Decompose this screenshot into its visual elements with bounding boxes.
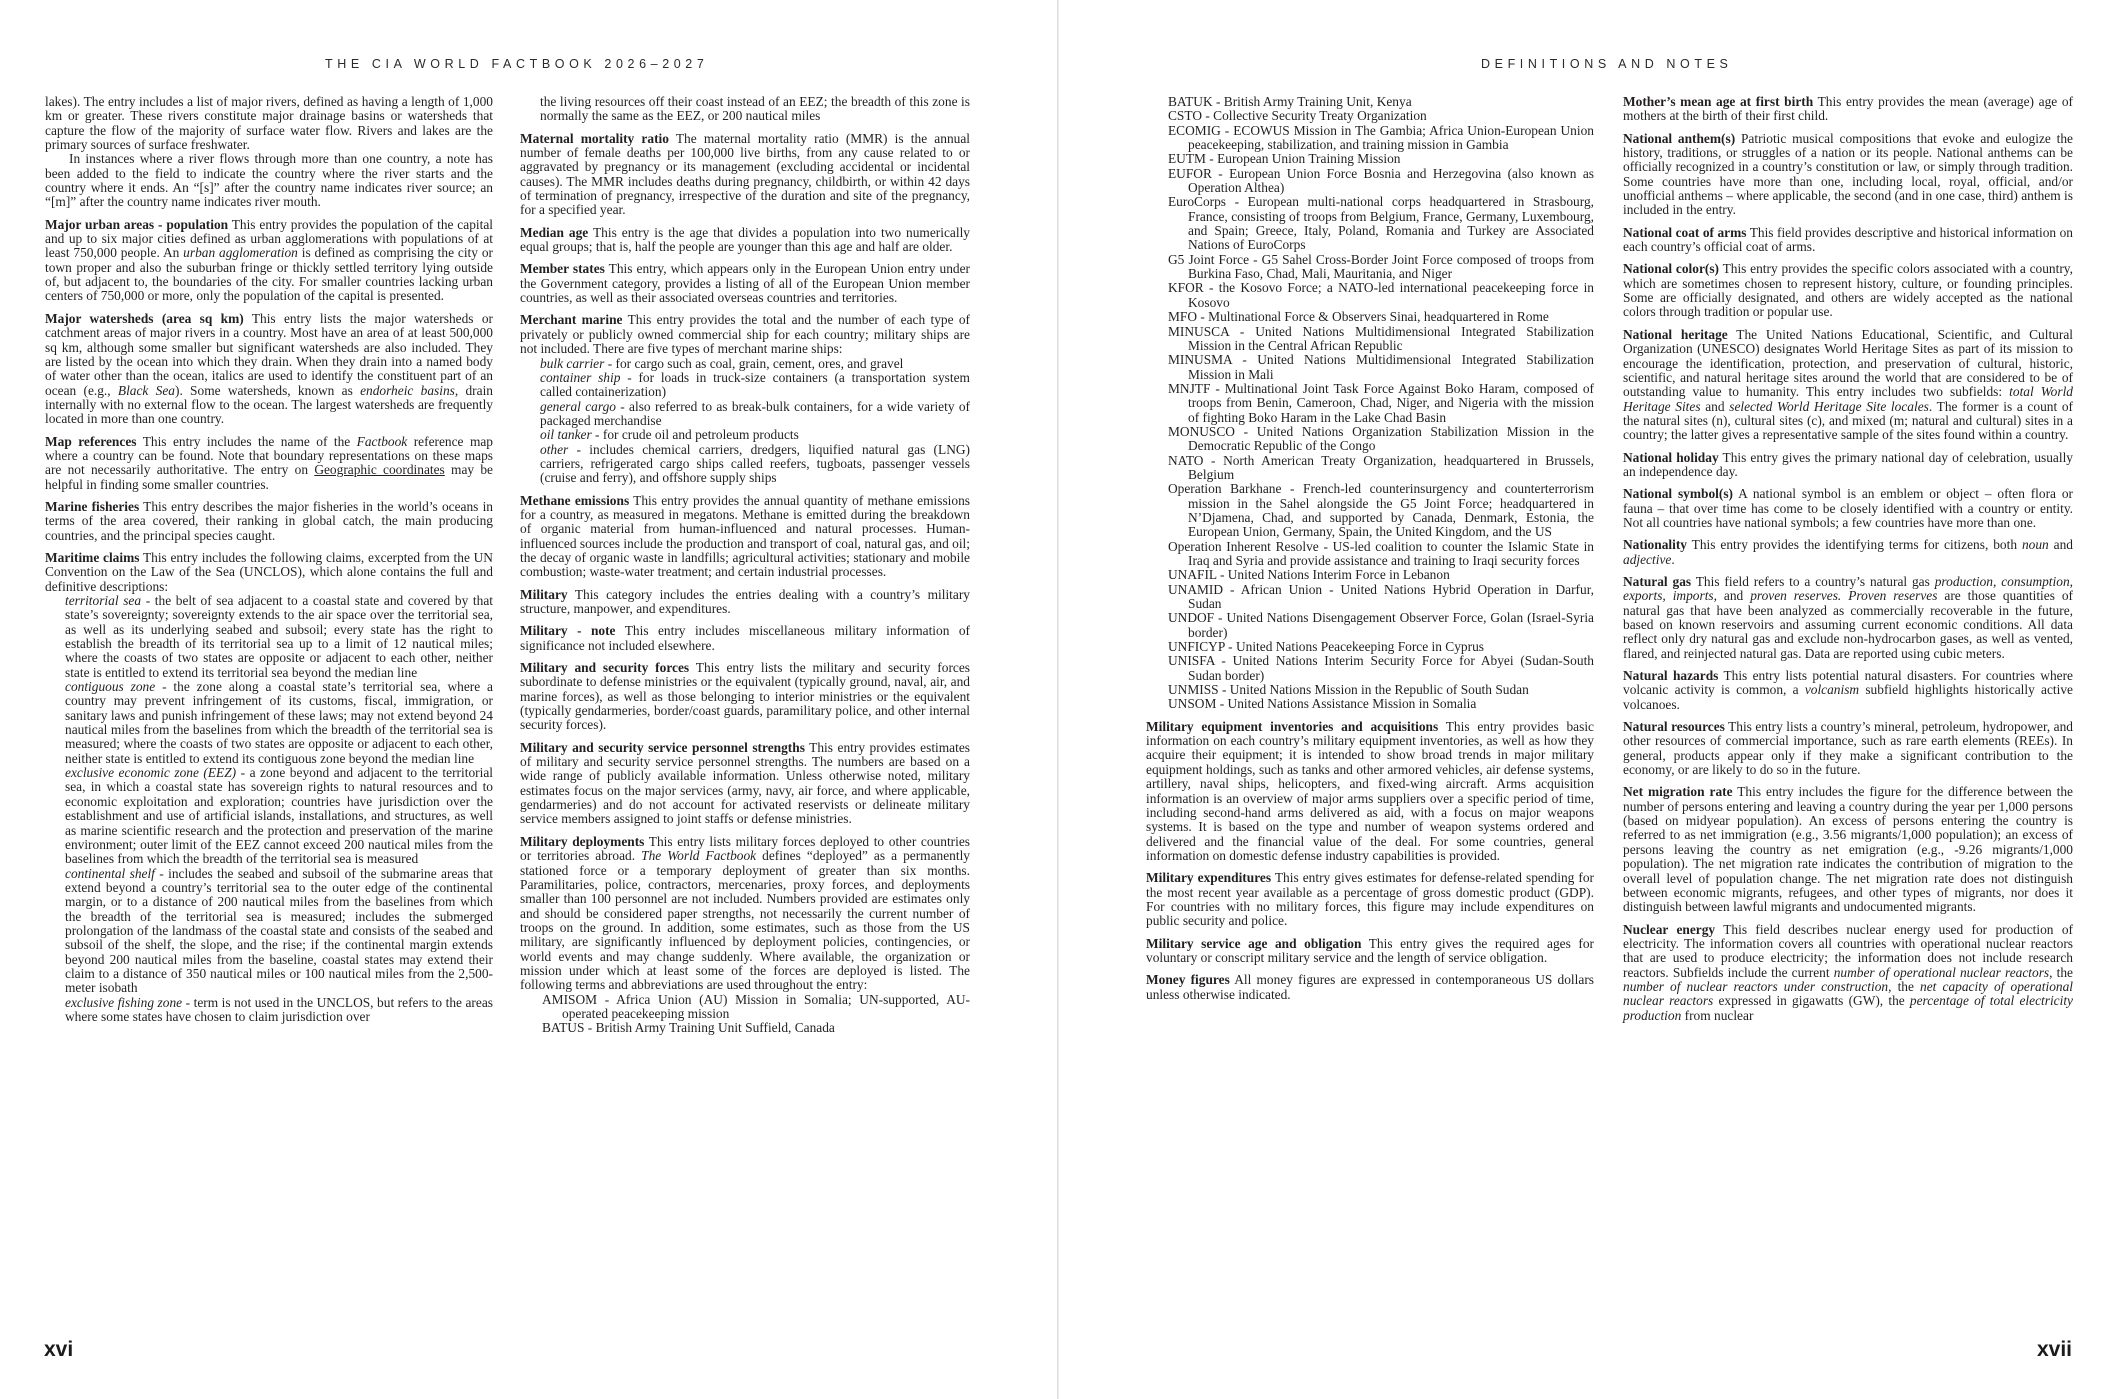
paragraph-fishing-zone-continued: the living resources off their coast instead of an EEZ; the breadth of this zone is normally the same as the EEZ, or 200 nautical miles xyxy=(540,94,970,124)
ship-types-list xyxy=(540,357,970,486)
entry-mothers-mean-age: Mother’s mean age at first birth This entry provides the mean (average) age of mothers at the birth of their first child. xyxy=(1623,94,2073,124)
term-methane-emissions: Methane emissions xyxy=(520,492,630,508)
list-item: Operation Inherent Resolve - US-led coalition to counter the Islamic State in Iraq and Syria and provide assistance and training to Iraqi security forces xyxy=(1168,538,1594,568)
column-4 xyxy=(1623,95,2073,1031)
entry-national-heritage: National heritage The United Nations Educational, Scientific, and Cultural Organization (UNESCO) designates World Heritage Sites as part of its mission to encourage the identification, protection, and preservation of cultural, historic, scientific, and natural heritage sites around the world that are considered to be of outstanding value to humanity. This entry includes two subfields: total World Heritage Sites and selected World Heritage Site locales. The former is a count of the natural sites (n), cultural sites (c), and mixed (m; natural and cultural) sites in a country; the latter gives a representative sample of the sites found within a country. xyxy=(1623,326,2073,443)
entry-nationality: Nationality This entry provides the identifying terms for citizens, both noun and adjective. xyxy=(1623,537,2073,567)
list-item: territorial sea - the belt of sea adjacent to a coastal state and covered by that state’s sovereignty; sovereignty extends to the air space over the territorial sea, as well as its underlying seabed and subsoil; every state has the right to establish the breadth of its territorial sea up to a limit of 12 nautical miles; where the coasts of two states are opposite or adjacent to each other, neither state is entitled to extend its territorial sea beyond the median line xyxy=(65,593,493,680)
paragraph-rivers-note: In instances where a river flows through more than one country, a note has been added to the field to indicate the country where the river starts and the country where it ends. An “[s]” after the country name indicates river source; an “[m]” after the country name indicates river mouth. xyxy=(45,151,493,210)
list-item: AMISOM - Africa Union (AU) Mission in Somalia; UN-supported, AU-operated peacekeeping mission xyxy=(542,991,970,1021)
column-3 xyxy=(1146,95,1594,1010)
term-nationality: Nationality xyxy=(1623,537,1687,553)
entry-military-service-age: Military service age and obligation This entry gives the required ages for voluntary or conscript military service and the length of service obligation. xyxy=(1146,935,1594,965)
list-item: MNJTF - Multinational Joint Task Force Against Boko Haram, composed of troops from Benin, Cameroon, Chad, Niger, and Nigeria with the mission of fighting Boko Haram in the Lake Chad Basin xyxy=(1168,380,1594,425)
entry-merchant-marine: Merchant marine This entry provides the total and the number of each type of privately or publicly owned commercial ship for each country; military ships are not included. There are five types of merchant marine ships: bulk carrier - for cargo such as coal, grain, cement, ores, and gravel container ship - for loads in truck-size containers (a transportation system called containerization) general cargo - also referred to as break-bulk containers, for a wide variety of packaged merchandise oil tanker - for crude oil and petroleum products other - includes chemical carriers, dredgers, liquified natural gas (LNG) carriers, refrigerated cargo ships called reefers, tugboats, passenger vessels (cruise and ferry), and offshore supply ships xyxy=(520,312,971,486)
maritime-claims-list xyxy=(65,594,493,1024)
entry-money-figures: Money figures All money figures are expressed in contemporaneous US dollars unless otherwise indicated. xyxy=(1146,972,1594,1002)
term-maternal-mortality: Maternal mortality ratio xyxy=(520,130,669,146)
entry-military-security-forces: Military and security forces This entry lists the military and security forces subordinate to defense ministries or the equivalent (typically ground, naval, air, and marine forces), as well as those belonging to interior ministries or the equivalent (typically gendarmeries, border/coast guards, paramilitary police, and other internal security forces). xyxy=(520,660,970,733)
term-military-security-forces: Military and security forces xyxy=(520,660,690,676)
list-item: Operation Barkhane - French-led counterinsurgency and counterterrorism mission in the Sahel alongside the G5 Joint Force; headquartered in N’Djamena, Chad, and supported by Canada, Denmark, Estonia, the European Union, Germany, Spain, the United Kingdom, and the US xyxy=(1168,481,1594,540)
term-natural-resources: Natural resources xyxy=(1623,719,1725,735)
list-item: BATUK - British Army Training Unit, Kenya xyxy=(1168,94,1412,109)
page-number-right: xvii xyxy=(2036,1338,2072,1361)
list-item: other - includes chemical carriers, dredgers, liquified natural gas (LNG) carriers, refrigerated cargo ships called reefers, tugboats, passenger vessels (cruise and ferry), and offshore supply ships xyxy=(540,441,970,486)
term-national-heritage: National heritage xyxy=(1623,326,1728,342)
term-military-equipment: Military equipment inventories and acquisitions xyxy=(1146,718,1439,734)
list-item: BATUS - British Army Training Unit Suffield, Canada xyxy=(542,1020,835,1036)
list-item: UNDOF - United Nations Disengagement Observer Force, Golan (Israel-Syria border) xyxy=(1168,610,1594,640)
list-item: UNMISS - United Nations Mission in the Republic of South Sudan xyxy=(1168,682,1529,698)
term-national-symbols: National symbol(s) xyxy=(1623,486,1733,502)
term-major-urban-areas: Major urban areas - population xyxy=(45,216,229,232)
entry-major-urban-areas: Major urban areas - population This entry provides the population of the capital and up to six major cities defined as urban agglomerations with populations of at least 750,000 people. An urban agglomeration is defined as comprising the city or town proper and also the suburban fringe or thickly settled territory lying outside of, but adjacent to, the boundaries of the city. For smaller countries lacking urban centers of 750,000 or more, only the population of the capital is presented. xyxy=(45,216,493,304)
term-mothers-mean-age: Mother’s mean age at first birth xyxy=(1623,94,1814,109)
entry-maternal-mortality: Maternal mortality ratio The maternal mortality ratio (MMR) is the annual number of female deaths per 100,000 live births, from any cause related to or aggravated by pregnancy or its management (excluding accidental or incidental causes). The MMR includes deaths during pregnancy, childbirth, or within 42 days of termination of pregnancy, irrespective of the duration and site of the pregnancy, for a specified year. xyxy=(520,130,971,218)
link-geographic-coordinates[interactable]: Geographic coordinates xyxy=(314,462,445,478)
list-item: bulk carrier - for cargo such as coal, grain, cement, ores, and gravel xyxy=(540,355,904,371)
term-merchant-marine: Merchant marine xyxy=(520,312,623,328)
list-item: continental shelf - includes the seabed and subsoil of the submarine areas that extend beyond a country’s territorial sea to the outer edge of the continental margin, or to a distance of 200 nautical miles from the baselines from which the breadth of the territorial sea is measured; includes the submerged prolongation of the landmass of the coastal state and consists of the seabed and subsoil of the shelf, the slope, and the rise; if the continental margin extends beyond 200 nautical miles from the baseline, coastal states may extend their claim to a distance of 350 nautical miles or 100 nautical miles from the 2,500-meter isobath xyxy=(65,865,493,996)
list-item: UNFICYP - United Nations Peacekeeping Force in Cyprus xyxy=(1168,639,1484,655)
list-item: G5 Joint Force - G5 Sahel Cross-Border Joint Force composed of troops from Burkina Faso, Chad, Mali, Mauritania, and Niger xyxy=(1168,251,1594,282)
entry-natural-resources: Natural resources This entry lists a country’s mineral, petroleum, hydropower, and other resources of commercial importance, such as rare earth elements (REEs). In general, products appear only if they make a significant contribution to the economy, or are likely to do so in the future. xyxy=(1623,719,2073,778)
entry-median-age: Median age This entry is the age that divides a population into two numerically equal groups; that is, half the people are younger than this age and half are older. xyxy=(520,224,970,255)
list-item: MINUSMA - United Nations Multidimensional Integrated Stabilization Mission in Mali xyxy=(1168,352,1594,382)
deployment-abbreviations-list xyxy=(542,993,970,1036)
entry-natural-gas: Natural gas This field refers to a country’s natural gas production, consumption, exports, imports, and proven reserves. Proven reserves are those quantities of natural gas that have been analyzed as commercially recoverable in the future, based on known reservoirs and assuming current economic conditions. All data reflect only dry natural gas and exclude non-hydrocarbon gases, as well as vented, flared, and reinjected natural gas. Data are reported using cubic meters. xyxy=(1623,573,2073,661)
entry-military-personnel-strengths: Military and security service personnel strengths This entry provides estimates of military and security service personnel strengths. The numbers are based on a wide range of publicly available information. Unless otherwise noted, military estimates focus on the major services (army, navy, air force, and where applicable, gendarmeries) and do not account for activated reservists or delineate military service members assigned to joint staffs or defense ministries. xyxy=(520,739,970,827)
term-natural-gas: Natural gas xyxy=(1623,573,1692,589)
term-money-figures: Money figures xyxy=(1146,972,1230,988)
term-military-deployments: Military deployments xyxy=(520,833,645,849)
entry-national-coat-of-arms: National coat of arms This field provides descriptive and historical information on each country’s official coat of arms. xyxy=(1623,224,2073,255)
term-median-age: Median age xyxy=(520,224,589,240)
term-military-expenditures: Military expenditures xyxy=(1146,870,1272,886)
column-1 xyxy=(45,95,493,1032)
term-marine-fisheries: Marine fisheries xyxy=(45,498,140,514)
list-item: oil tanker - for crude oil and petroleum products xyxy=(540,427,799,443)
running-head-right: DEFINITIONS AND NOTES xyxy=(1481,57,1733,71)
list-item: KFOR - the Kosovo Force; a NATO-led international peacekeeping force in Kosovo xyxy=(1168,280,1594,310)
list-item: UNSOM - United Nations Assistance Mission in Somalia xyxy=(1168,696,1477,712)
list-item: EUFOR - European Union Force Bosnia and Herzegovina (also known as Operation Althea) xyxy=(1168,165,1594,196)
list-item: container ship - for loads in truck-size containers (a transportation system called containerization) xyxy=(540,369,970,400)
list-item: EUTM - European Union Training Mission xyxy=(1168,151,1401,167)
running-head-left: THE CIA WORLD FACTBOOK 2026–2027 xyxy=(325,57,709,71)
list-item: MFO - Multinational Force & Observers Sinai, headquartered in Rome xyxy=(1168,309,1549,325)
entry-military: Military This category includes the entries dealing with a country’s military structure, manpower, and expenditures. xyxy=(520,586,970,616)
entry-national-colors: National color(s) This entry provides the specific colors associated with a country, which are sometimes chosen to represent history, culture, or founding principles. Some are officially designated, and others are widely accepted as the national colors through tradition or popular use. xyxy=(1623,261,2073,320)
list-item: exclusive fishing zone - term is not used in the UNCLOS, but refers to the areas where some states have chosen to claim jurisdiction over xyxy=(65,994,493,1024)
right-page xyxy=(1059,0,2118,1399)
list-item: general cargo - also referred to as break-bulk containers, for a wide variety of packaged merchandise xyxy=(540,398,970,428)
entry-nuclear-energy: Nuclear energy This field describes nuclear energy used for production of electricity. The information covers all countries with operational nuclear reactors that are used to produce electricity; the information does not include research reactors. Subfields include the current number of operational nuclear reactors, the number of nuclear reactors under construction, the net capacity of operational nuclear reactors expressed in gigawatts (GW), the percentage of total electricity production from nuclear xyxy=(1623,921,2074,1023)
list-item: UNISFA - United Nations Interim Security Force for Abyei (Sudan-South Sudan border) xyxy=(1168,653,1594,683)
entry-marine-fisheries: Marine fisheries This entry describes the major fisheries in the world’s oceans in terms of the area covered, their ranking in global catch, the main producing countries, and the principal species caught. xyxy=(45,498,493,543)
deployment-abbreviations-list-continued xyxy=(1168,95,1594,712)
list-item: contiguous zone - the zone along a coastal state’s territorial sea, where a country may prevent infringement of its customs, fiscal, immigration, or sanitary laws and punish infringement of these laws; may not extend beyond 24 nautical miles from the baselines from which the breadth of the territorial sea is measured; where the coasts of two states are opposite or adjacent to each other, neither state is entitled to extend its contiguous zone beyond the median line xyxy=(65,679,493,766)
entry-military-expenditures: Military expenditures This entry gives estimates for defense-related spending for the most recent year available as a percentage of gross domestic product (GDP). For countries with no military forces, this figure may include expenditures on public security and police. xyxy=(1146,870,1594,929)
list-item: UNAFIL - United Nations Interim Force in Lebanon xyxy=(1168,567,1450,583)
entry-member-states: Member states This entry, which appears only in the European Union entry under the Government category, provides a listing of all of the European Union member countries, as well as their associated overseas countries and territories. xyxy=(520,261,970,306)
term-national-holiday: National holiday xyxy=(1623,449,1719,465)
entry-net-migration-rate: Net migration rate This entry includes the figure for the difference between the number of persons entering and leaving a country during the year per 1,000 persons (based on midyear population). An excess of persons entering the country is referred to as net immigration (e.g., 3.56 migrants/1,000 population); an excess of persons leaving the country as net emigration (e.g., -9.26 migrants/1,000 population). The net migration rate indicates the contribution of migration to the overall level of population change. The net migration rate does not distinguish between economic migrants, refugees, and other types of migrants, nor does it distinguish between lawful migrants and undocumented migrants. xyxy=(1623,784,2073,915)
entry-methane-emissions: Methane emissions This entry provides the annual quantity of methane emissions for a country, as measured in megatons. Methane is emitted during the breakdown of organic material from human-influenced and natural processes. Human-influenced sources include the production and transport of coal, natural gas, and oil; the decay of organic waste in landfills; agricultural activities; stationary and mobile combustion; waste-water treatment; and certain industrial processes. xyxy=(520,492,970,580)
term-maritime-claims: Maritime claims xyxy=(45,549,140,565)
list-item: MONUSCO - United Nations Organization Stabilization Mission in the Democratic Republic of the Congo xyxy=(1168,423,1594,454)
page-number-left: xvi xyxy=(44,1338,74,1361)
term-natural-hazards: Natural hazards xyxy=(1623,668,1719,684)
entry-military-equipment: Military equipment inventories and acquisitions This entry provides basic information on each country’s military equipment inventories, as well as how they acquire their equipment; it is intended to show broad trends in major military equipment holdings, such as tanks and other armored vehicles, air defense systems, artillery, naval ships, helicopters, and fixed-wing aircraft. Arms acquisition information is an overview of major arms suppliers over a specific period of time, including second-hand arms delivered as aid, with a focus on major weapons systems. It is based on the type and number of weapon systems ordered and delivered and the financial value of the deal. For some countries, general information on domestic defense industry capabilities is provided. xyxy=(1146,718,1594,863)
term-net-migration-rate: Net migration rate xyxy=(1623,784,1733,800)
entry-map-references: Map references This entry includes the name of the Factbook reference map where a country can be found. Note that boundary representations on these maps are not necessarily authoritative. The entry on Geographic coordinates may be helpful in finding some smaller countries. xyxy=(45,433,493,492)
term-major-watersheds: Major watersheds (area sq km) xyxy=(45,310,244,326)
term-national-coat-of-arms: National coat of arms xyxy=(1623,224,1747,240)
list-item: exclusive economic zone (EEZ) - a zone beyond and adjacent to the territorial sea, in which a coastal state has sovereign rights to natural resources and to economic exploitation and exploration; countries have jurisdiction over the establishment and use of artificial islands, installations, and structures, as well as marine scientific research and the protection and preservation of the marine environment; outer limit of the EEZ cannot exceed 200 nautical miles from the baselines from which the breadth of the territorial sea is measured xyxy=(65,765,493,867)
term-nuclear-energy: Nuclear energy xyxy=(1623,921,1716,937)
term-national-anthem: National anthem(s) xyxy=(1623,130,1736,146)
entry-major-watersheds: Major watersheds (area sq km) This entry lists the major watersheds or catchment areas of major rivers in a country. Most have an area of at least 500,000 sq km, although some smaller but significant watersheds are also included. They are listed by the ocean into which they drain. When they drain into a named body of water other than the ocean, italics are used to identify the constituent part of an ocean (e.g., Black Sea). Some watersheds, known as endorheic basins, drain internally with no external flow to the ocean. The largest watersheds are frequently located in more than one country. xyxy=(45,310,493,427)
term-military-personnel-strengths: Military and security service personnel strengths xyxy=(520,739,805,755)
term-national-colors: National color(s) xyxy=(1623,261,1720,277)
entry-military-note: Military - note This entry includes miscellaneous military information of significance not included elsewhere. xyxy=(520,623,971,653)
list-item: MINUSCA - United Nations Multidimensional Integrated Stabilization Mission in the Central African Republic xyxy=(1168,323,1594,353)
entry-maritime-claims: Maritime claims This entry includes the following claims, excerpted from the UN Convention on the Law of the Sea (UNCLOS), which alone contains the full and definitive descriptions: territorial sea - the belt of sea adjacent to a coastal state and covered by that state’s sovereignty; sovereignty extends to the air space over the territorial sea, as well as its underlying seabed and subsoil; every state has the right to establish the breadth of its territorial sea up to a limit of 12 nautical miles; where the coasts of two states are opposite or adjacent to each other, neither state is entitled to extend its territorial sea beyond the median line contiguous zone - the zone along a coastal state’s territorial sea, where a country may prevent infringement of its customs, fiscal, immigration, or sanitary laws and punish infringement of these laws; may not extend beyond 24 nautical miles from the baselines from which the breadth of the territorial sea is measured; where the coasts of two states are opposite or adjacent to each other, neither state is entitled to extend its contiguous zone beyond the median line exclusive economic zone (EEZ) - a zone beyond and adjacent to the territorial sea, in which a coastal state has sovereign rights to natural resources and to economic exploitation and exploration; countries have jurisdiction over the establishment and use of artificial islands, installations, and structures, as well as marine scientific research and the protection and preservation of the marine environment; outer limit of the EEZ cannot exceed 200 nautical miles from the baselines from which the breadth of the territorial sea is measured continental shelf - includes the seabed and subsoil of the submarine areas that extend beyond a country’s territorial sea to the outer edge of the continental margin, or to a distance of 200 nautical miles from the baselines from which the breadth of the territorial sea is measured; includes the submerged prolongation of the landmass of the coastal state and consists of the seabed and subsoil of the shelf, the slope, and the rise; if the continental margin extends beyond 200 nautical miles from the baseline, coastal states may extend their claim to a distance of 350 nautical miles or 100 nautical miles from the 2,500-meter isobath exclusive fishing zone - term is not used in the UNCLOS, but refers to the areas where some states have chosen to claim jurisdiction over xyxy=(45,549,493,1024)
entry-national-anthem: National anthem(s) Patriotic musical compositions that evoke and eulogize the history, traditions, or struggles of a nation or its people. National anthems can be officially recognized in a country’s constitution or law, or simply through tradition. Some countries have more than one, including local, royal, official, and/or unofficial anthems – where applicable, the second (and in one case, third) anthem is included in the entry. xyxy=(1623,130,2073,218)
term-military-note: Military - note xyxy=(520,623,616,639)
term-military: Military xyxy=(520,586,568,602)
list-item: ECOMIG - ECOWUS Mission in The Gambia; Africa Union-European Union peacekeeping, stabilization, and training mission in Gambia xyxy=(1168,122,1594,153)
term-military-service-age: Military service age and obligation xyxy=(1146,935,1362,951)
list-item: EuroCorps - European multi-national corps headquartered in Strasbourg, France, consisting of troops from Belgium, France, Germany, Luxembourg, and Spain; Greece, Italy, Poland, Romania and Turkey are Associated Nations of EuroCorps xyxy=(1168,194,1594,253)
list-item: CSTO - Collective Security Treaty Organization xyxy=(1168,108,1427,124)
term-member-states: Member states xyxy=(520,261,605,277)
list-item: NATO - North American Treaty Organization, headquartered in Brussels, Belgium xyxy=(1168,452,1594,482)
entry-national-holiday: National holiday This entry gives the primary national day of celebration, usually an independence day. xyxy=(1623,449,2073,479)
term-map-references: Map references xyxy=(45,433,137,449)
entry-natural-hazards: Natural hazards This entry lists potential natural disasters. For countries where volcanic activity is common, a volcanism subfield highlights historically active volcanoes. xyxy=(1623,668,2073,712)
entry-military-deployments: Military deployments This entry lists military forces deployed to other countries or territories abroad. The World Factbook defines “deployed” as a permanently stationed force or a temporary deployment of greater than six months. Paramilitaries, police, contractors, mercenaries, proxy forces, and deployments smaller than 100 personnel are not included. Numbers provided are estimates only and should be considered paper strengths, not necessarily the current number of troops on the ground. In addition, some estimates, such as those from the US military, are significantly influenced by deployment policies, contingencies, or world events and may change suddenly. Where available, the organization or mission under which at least some of the forces are deployed is listed. The following terms and abbreviations are used throughout the entry: AMISOM - Africa Union (AU) Mission in Somalia; UN-supported, AU-operated peacekeeping mission BATUS - British Army Training Unit Suffield, Canada xyxy=(520,833,971,1036)
paragraph-rivers-continued: lakes). The entry includes a list of major rivers, defined as having a length of 1,000 km or greater. These rivers constitute major drainage basins or watersheds that capture the flow of the majority of surface water flow. Rivers and lakes are the primary sources of surface freshwater. xyxy=(45,94,493,153)
column-2 xyxy=(520,95,970,1044)
entry-national-symbols: National symbol(s) A national symbol is an emblem or object – often flora or fauna – that over time has come to be closely identified with a country or entity. Not all countries have national symbols; a few countries have more than one. xyxy=(1623,486,2073,530)
list-item: UNAMID - African Union - United Nations Hybrid Operation in Darfur, Sudan xyxy=(1168,581,1594,612)
